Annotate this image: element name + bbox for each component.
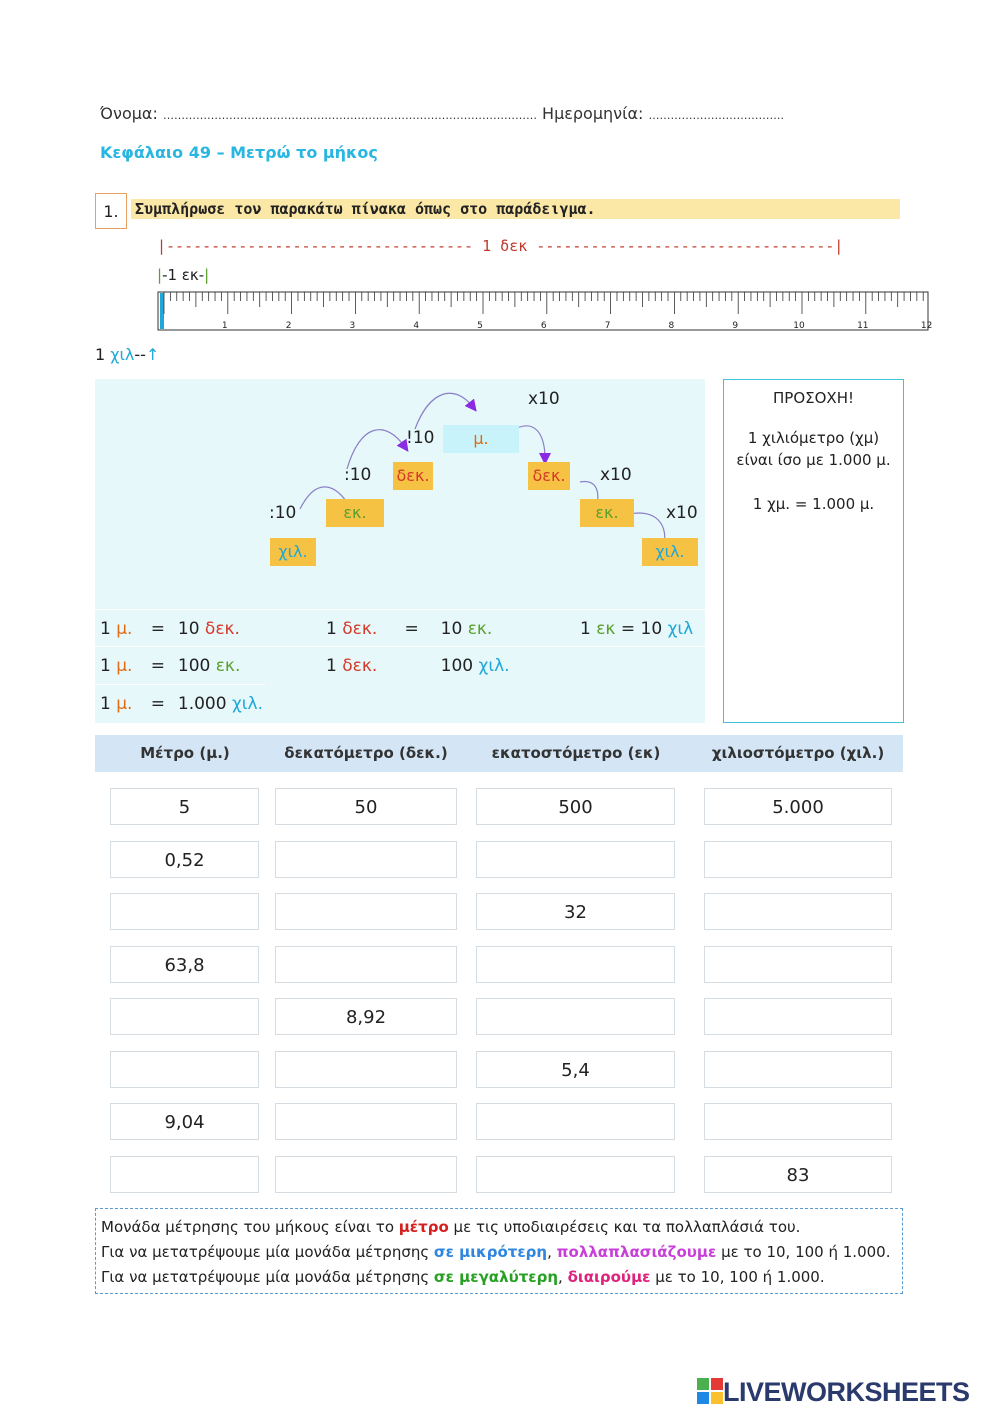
mul-label-1: x10 [528,389,560,409]
unit-m-label: μ. [473,429,489,448]
ruler-number: 1 [221,321,228,331]
table-cell-dek[interactable] [275,1103,457,1140]
eq-value: 1.000 [177,694,227,714]
ek-range-line [157,266,209,284]
eq-unit-left: μ. [116,656,133,676]
dek-range-label: 1 δεκ [482,237,528,255]
xil-prefix: 1 [95,345,111,364]
note-text: Μονάδα μέτρησης του μήκους είναι το [101,1218,399,1236]
eq-value: 10 [440,619,463,639]
note-highlight: σε μικρότερη [433,1243,548,1261]
unit-dek-label: δεκ. [532,466,566,485]
table-cell-ek[interactable] [476,998,675,1035]
dek-range-line [157,237,843,255]
eq-unit-right: χιλ [667,619,694,639]
eq-unit-left: εκ [596,619,616,639]
name-label: Όνομα: [100,104,158,123]
table-cell-dek[interactable] [275,841,457,878]
table-cell-m: 9,04 [110,1103,259,1140]
mul-label-3: x10 [666,503,698,523]
table-cell-m: 5 [110,788,259,825]
note-line-3 [101,1265,902,1290]
note-line-2 [101,1240,902,1265]
task-number: 1. [95,193,127,229]
student-header [100,104,784,123]
note-text: , [547,1243,557,1261]
unit-dek-label: δεκ. [396,466,430,485]
ruler-graphic [158,290,933,332]
ek-bar-right: | [204,266,210,284]
eq-left: 1 [580,619,591,639]
eq-unit-right: εκ. [467,619,493,639]
col-header-m: Μέτρο (μ.) [140,744,230,762]
table-cell-m[interactable] [110,893,259,930]
logo-text: LIVEWORKSHEETS [723,1377,970,1407]
xil-line [95,345,159,364]
table-cell-xil[interactable] [704,946,892,983]
table-cell-ek[interactable] [476,1156,675,1193]
table-cell-ek[interactable] [476,1103,675,1140]
dek-range-left: |---------------------------------- [157,237,483,255]
unit-box-m [443,425,519,453]
div-label-1: :10 [269,503,297,523]
table-cell-m[interactable] [110,1051,259,1088]
eq-value: 100 [440,656,474,676]
equation-dek-xil [326,656,510,676]
eq-unit-left: δεκ. [342,619,378,639]
eq-left: 1 [100,656,111,676]
unit-box-xil-left [270,538,316,566]
ruler-number: 6 [540,321,547,331]
table-cell-ek: 500 [476,788,675,825]
arrow-up-icon: ↑ [145,345,160,364]
equation-ek-xil [580,619,693,639]
table-cell-dek[interactable] [275,1051,457,1088]
eq-divider-3 [95,684,265,685]
equation-m-xil [100,694,263,714]
ruler-number: 4 [413,321,420,331]
eq-divider-2 [95,646,705,647]
eq-value: 10 [177,619,200,639]
col-header-xil: χιλιοστόμετρο (χιλ.) [711,744,885,762]
arrow-m-to-dek-right [515,426,545,459]
eq-value: 100 [177,656,211,676]
eq-left: 1 [100,694,111,714]
eq-left: 1 [100,619,111,639]
chapter-title: Κεφάλαιο 49 – Μετρώ το μήκος [100,143,378,162]
ruler-number: 12 [920,321,933,331]
table-cell-xil[interactable] [704,841,892,878]
table-cell-ek[interactable] [476,841,675,878]
note-highlight: σε μεγαλύτερη [433,1268,559,1286]
logo-icon [697,1378,723,1404]
note-text: με το 10, 100 ή 1.000. [716,1243,891,1261]
table-cell-dek[interactable] [275,946,457,983]
xil-label: χιλ [110,345,135,364]
ruler-number: 11 [857,321,869,331]
note-highlight: διαιρούμε [567,1268,651,1286]
ruler-number: 8 [668,321,675,331]
ruler-number: 10 [793,321,805,331]
col-header-dek: δεκατόμετρο (δεκ.) [284,744,448,762]
liveworksheets-logo[interactable] [697,1377,970,1407]
eq-left: 1 [326,619,337,639]
unit-box-ek-right [580,499,634,527]
ruler-number: 9 [732,321,739,331]
eq-sign: = [150,619,165,639]
table-cell-dek[interactable] [275,893,457,930]
unit-xil-label: χιλ. [278,542,308,561]
attention-title: ΠΡΟΣΟΧΗ! [773,389,854,407]
xil-suffix: -- [134,345,146,364]
eq-unit-right: χιλ. [478,656,510,676]
table-cell-xil[interactable] [704,1051,892,1088]
ruler-number: 2 [285,321,292,331]
rule-note [95,1208,903,1294]
table-cell-dek[interactable] [275,1156,457,1193]
unit-box-dek-left [393,462,433,490]
conversion-diagram [95,379,705,723]
ek-range-label: -1 εκ- [162,266,205,284]
note-highlight: μέτρο [398,1218,449,1236]
table-cell-m: 63,8 [110,946,259,983]
table-cell-dek: 50 [275,788,457,825]
note-text: με το 10, 100 ή 1.000. [650,1268,825,1286]
ruler [158,290,933,332]
unit-ek-label: εκ. [595,503,619,522]
eq-sign: = [150,694,165,714]
div-label-3: !10 [406,428,435,448]
conversion-arrows [95,379,705,609]
table-cell-m[interactable] [110,1156,259,1193]
equation-m-dek [100,619,240,639]
equation-dek-ek [326,619,492,639]
note-line-1 [101,1215,902,1240]
eq-unit-left: μ. [116,694,133,714]
unit-box-dek-right [528,462,570,490]
eq-unit-right: εκ. [215,656,241,676]
attention-line-2: είναι ίσο με 1.000 μ. [736,451,891,469]
ruler-number: 7 [604,321,611,331]
ruler-number: 5 [477,321,483,331]
eq-sign: = [150,656,165,676]
dek-range-right: ---------------------------------| [527,237,844,255]
table-cell-xil[interactable] [704,998,892,1035]
table-cell-dek: 8,92 [275,998,457,1035]
note-text: Για να μετατρέψουμε μία μονάδα μέτρησης [101,1243,434,1261]
eq-left: 1 [326,656,337,676]
equation-m-ek [100,656,240,676]
col-header-ek: εκατοστόμετρο (εκ) [491,744,661,762]
table-cell-ek: 5,4 [476,1051,675,1088]
ek-bar-left: | [157,266,163,284]
note-text: Για να μετατρέψουμε μία μονάδα μέτρησης [101,1268,434,1286]
date-field[interactable]: ………………………………. [648,109,785,122]
div-label-2: :10 [344,465,372,485]
eq-divider-1 [95,609,705,610]
unit-box-ek-left [326,499,384,527]
unit-xil-label: χιλ. [655,542,685,561]
note-highlight: πολλαπλασιάζουμε [556,1243,717,1261]
eq-sign: = [404,619,419,639]
note-text: με τις υποδιαιρέσεις και τα πολλαπλάσιά του. [448,1218,801,1236]
table-cell-m[interactable] [110,998,259,1035]
task-instruction: Συμπλήρωσε τον παρακάτω πίνακα όπως στο παράδειγμα. [131,199,900,219]
eq-unit-right: χιλ. [231,694,263,714]
date-label: Ημερομηνία: [542,104,644,123]
mul-label-2: x10 [600,465,632,485]
table-cell-xil: 83 [704,1156,892,1193]
table-cell-xil[interactable] [704,893,892,930]
eq-sign: = [620,619,636,639]
attention-line-3: 1 χμ. = 1.000 μ. [752,495,875,513]
note-text: , [558,1268,568,1286]
table-cell-m: 0,52 [110,841,259,878]
name-field[interactable]: ………………………………………………………………………………………… [162,109,537,122]
unit-box-xil-right [642,538,698,566]
table-cell-ek[interactable] [476,946,675,983]
table-cell-xil: 5.000 [704,788,892,825]
table-cell-xil[interactable] [704,1103,892,1140]
attention-line-1: 1 χιλιόμετρο (χμ) [747,429,880,447]
eq-unit-left: μ. [116,619,133,639]
unit-ek-label: εκ. [343,503,367,522]
ruler-number: 3 [349,321,356,331]
attention-box [723,379,904,723]
eq-unit-left: δεκ. [342,656,378,676]
eq-value: 10 [640,619,663,639]
eq-unit-right: δεκ. [204,619,240,639]
table-cell-ek: 32 [476,893,675,930]
arrow-m-to-dek [415,393,473,429]
